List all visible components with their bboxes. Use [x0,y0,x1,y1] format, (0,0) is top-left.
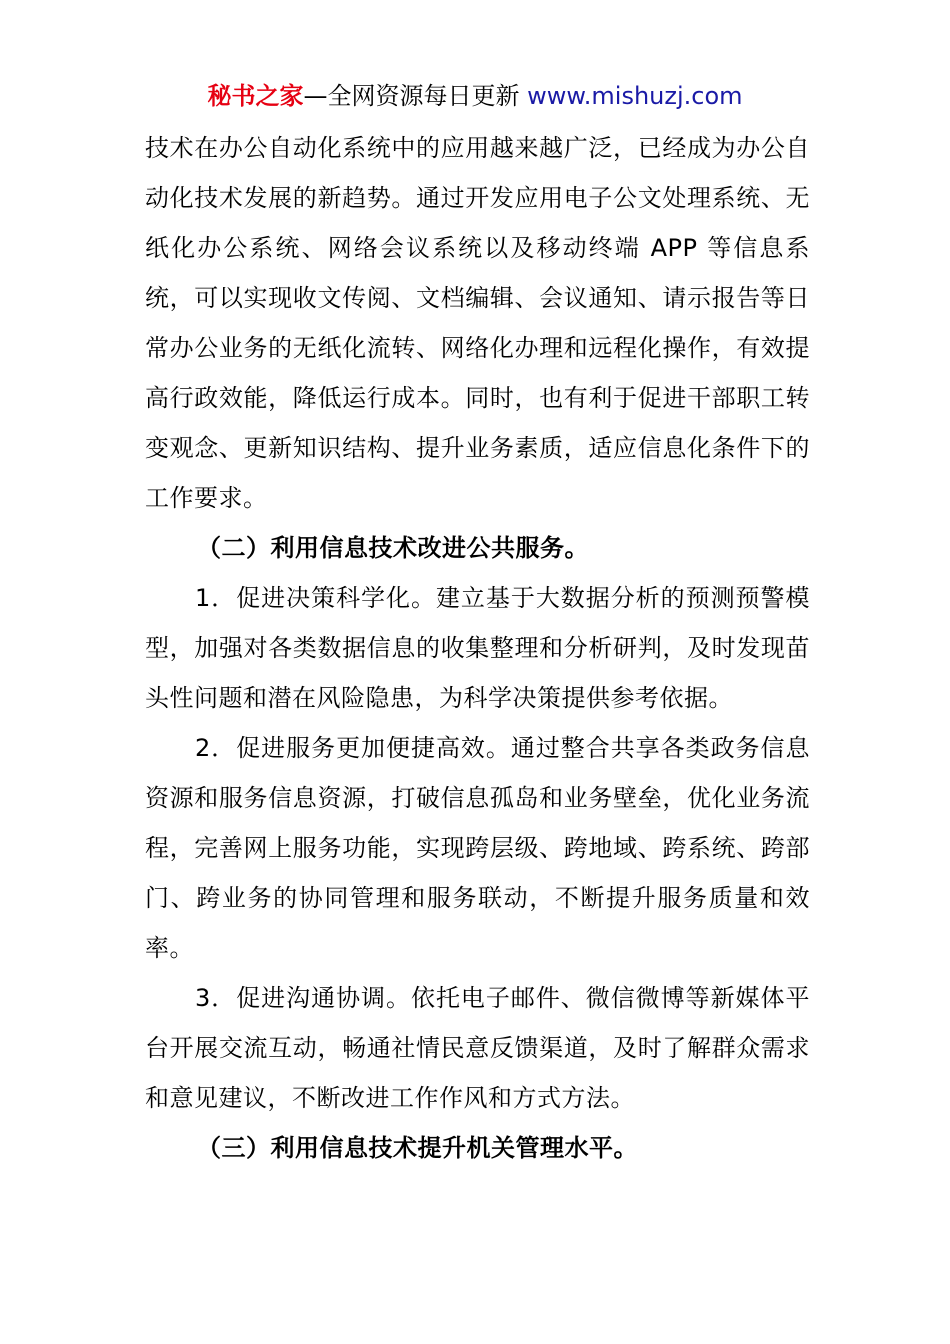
section-heading: （二）利用信息技术改进公共服务。 [197,534,589,562]
body-paragraph: 技术在办公自动化系统中的应用越来越广泛，已经成为办公自动化技术发展的新趋势。通过开发应用电子公文处理系统、无纸化办公系统、网络会议系统以及移动终端 APP 等信息系统，可以实现收文传阅、文档编辑、会议通知、请示报告等日常办公业务的无纸化流转、网络化办理和远程化操作，有效提高行政效能，降低运行成本。同时，也有利于促进干部职工转变观念、更新知识结构、提升业务素质，适应信息化条件下的工作要求。 [145,134,810,512]
body-paragraph: 1．促进决策科学化。建立基于大数据分析的预测预警模型，加强对各类数据信息的收集整理和分析研判，及时发现苗头性问题和潜在风险隐患，为科学决策提供参考依据。 [145,584,810,712]
site-brand: 秘书之家 [207,82,304,110]
site-tagline: —全网资源每日更新 [303,82,528,110]
site-url-link[interactable]: www.mishuzj.com [527,82,743,110]
page-header [0,80,950,112]
body-paragraph: 3．促进沟通协调。依托电子邮件、微信微博等新媒体平台开展交流互动，畅通社情民意反馈渠道，及时了解群众需求和意见建议，不断改进工作作风和方式方法。 [145,984,810,1112]
body-paragraph: 2．促进服务更加便捷高效。通过整合共享各类政务信息资源和服务信息资源，打破信息孤岛和业务壁垒，优化业务流程，完善网上服务功能，实现跨层级、跨地域、跨系统、跨部门、跨业务的协同管理和服务联动，不断提升服务质量和效率。 [145,734,810,962]
document-body [145,123,810,1173]
section-heading: （三）利用信息技术提升机关管理水平。 [197,1134,638,1162]
